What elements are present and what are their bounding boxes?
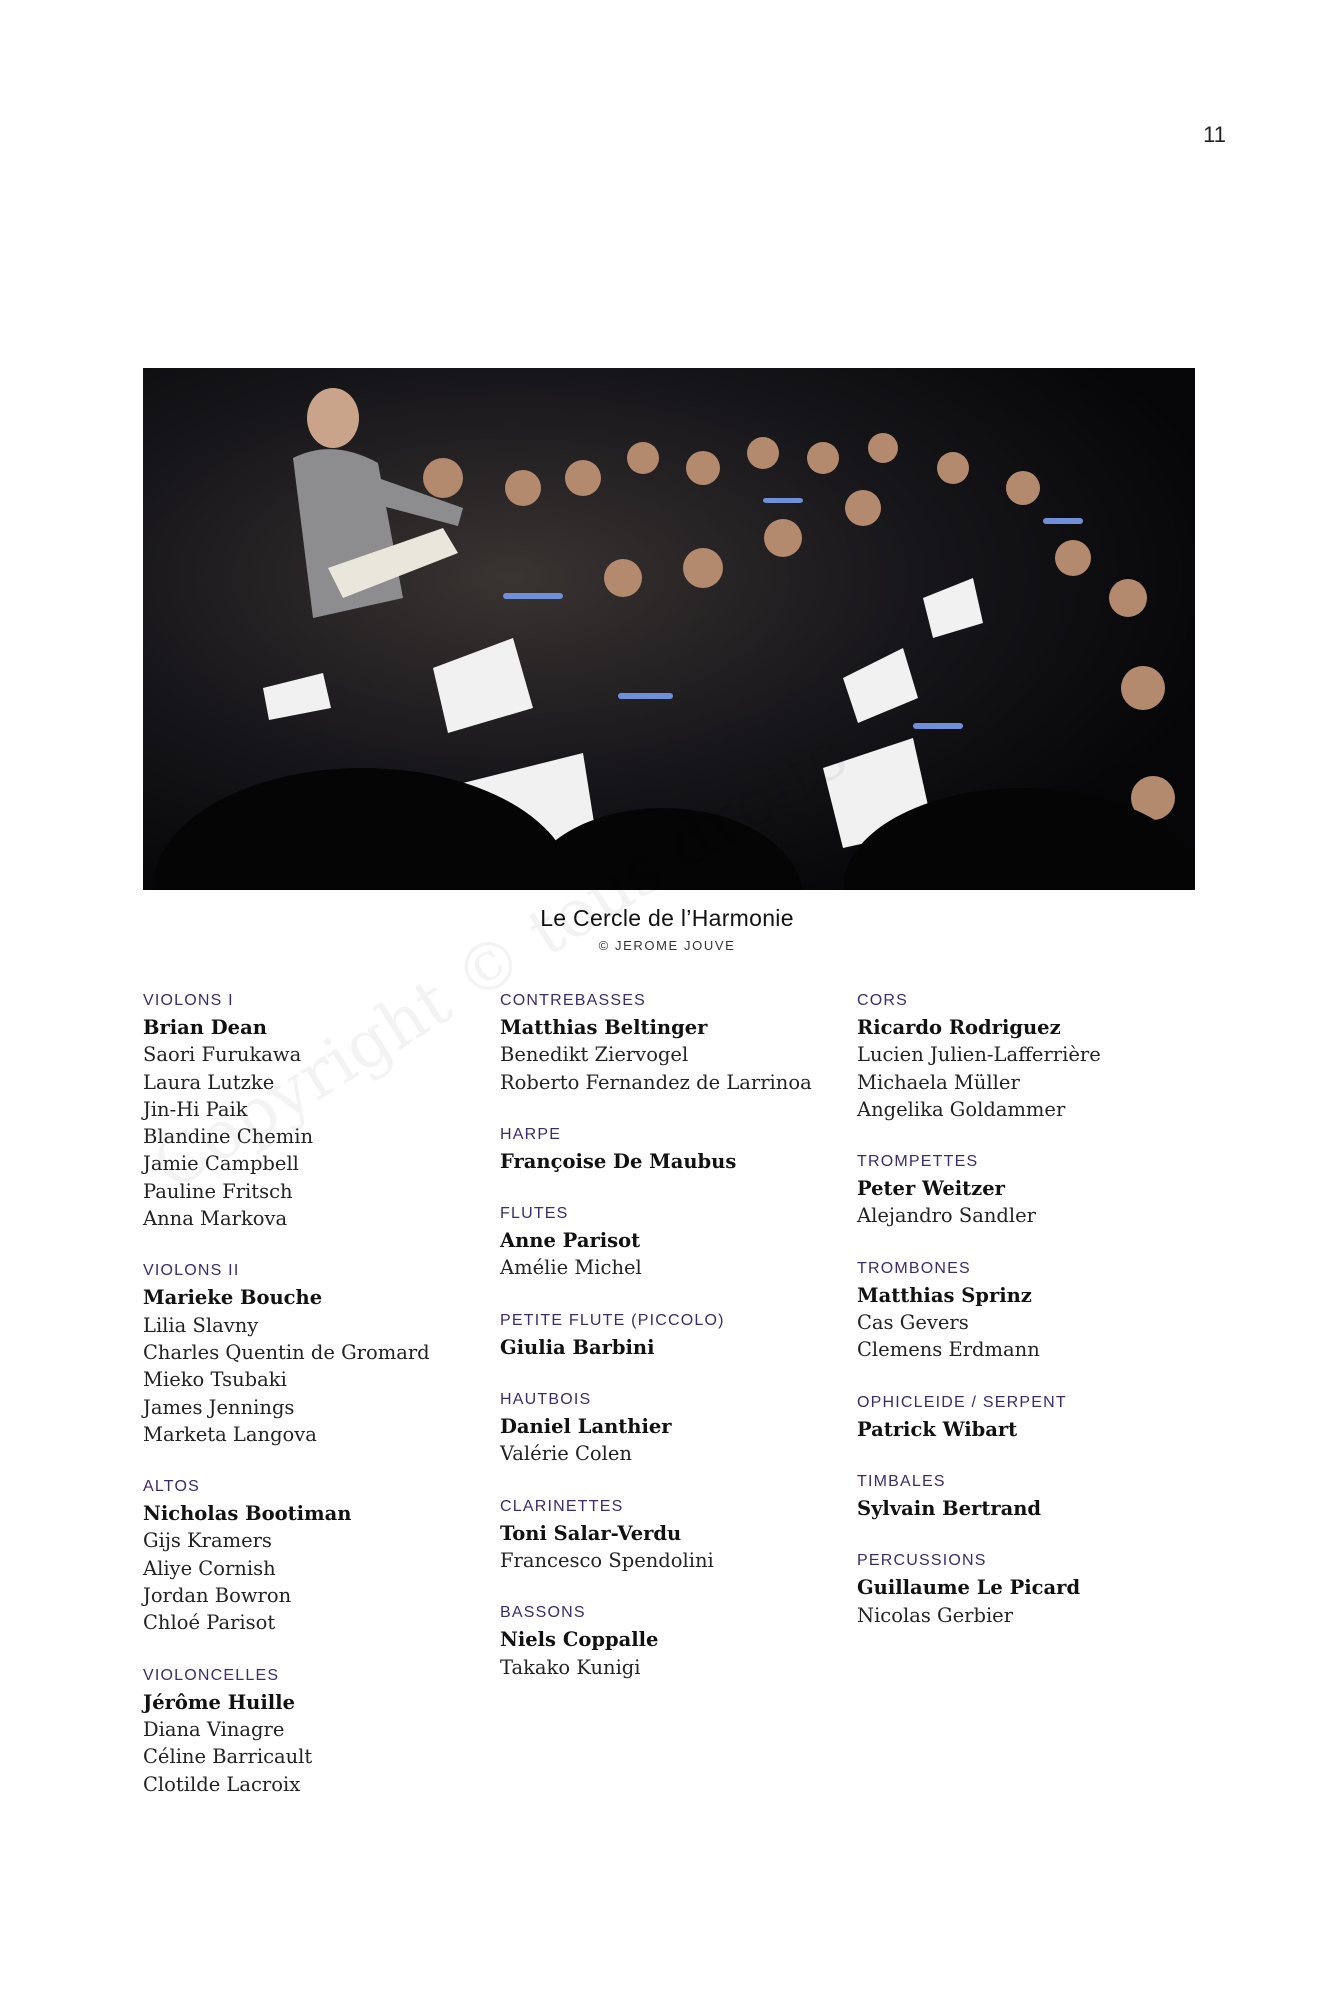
section-leader-name: Françoise De Maubus [500, 1149, 737, 1173]
section-leader-name: Jérôme Huille [143, 1690, 295, 1714]
section-title: VIOLONCELLES [143, 1666, 280, 1684]
section-title: PETITE FLUTE (PICCOLO) [500, 1311, 725, 1329]
section-leader-name: Daniel Lanthier [500, 1415, 672, 1439]
instrument-section [500, 1496, 830, 1575]
instrument-section [143, 1665, 473, 1798]
instrument-section [857, 1471, 1187, 1522]
musician-name: Céline Barricault [143, 1745, 313, 1769]
musician-name: Charles Quentin de Gromard [143, 1340, 430, 1364]
musician-name: Jordan Bowron [143, 1584, 292, 1608]
musician-name: Francesco Spendolini [500, 1548, 714, 1572]
musician-name: Lilia Slavny [143, 1313, 259, 1337]
instrument-section [500, 990, 830, 1096]
instrument-section [500, 1124, 830, 1175]
section-leader-name: Guillaume Le Picard [857, 1576, 1081, 1600]
musician-name: Roberto Fernandez de Larrinoa [500, 1070, 812, 1094]
section-title: VIOLONS I [143, 992, 234, 1009]
musician-name: Jin-Hi Paik [143, 1097, 248, 1121]
section-leader-name: Giulia Barbini [500, 1335, 655, 1359]
section-title: PERCUSSIONS [857, 1552, 987, 1570]
section-title: OPHICLEIDE / SERPENT [857, 1393, 1067, 1411]
section-leader-name: Nicholas Bootiman [143, 1502, 352, 1526]
musician-name: Diana Vinagre [143, 1717, 285, 1741]
section-leader-name: Toni Salar-Verdu [500, 1521, 682, 1545]
musician-name: Mieko Tsubaki [143, 1368, 287, 1392]
instrument-section [857, 1151, 1187, 1230]
musician-name: Takako Kunigi [500, 1655, 641, 1679]
musician-name: Nicolas Gerbier [857, 1603, 1014, 1627]
section-title: ALTOS [143, 1478, 200, 1496]
instrument-section [500, 1310, 830, 1361]
section-title: HARPE [500, 1125, 562, 1143]
musician-name: Clotilde Lacroix [143, 1772, 301, 1796]
musician-name: James Jennings [143, 1395, 295, 1419]
instrument-section [500, 1602, 830, 1681]
musician-name: Marketa Langova [143, 1422, 317, 1446]
instrument-section [500, 1389, 830, 1468]
orchestra-photo-illustration [143, 368, 1195, 890]
musician-name: Cas Gevers [857, 1311, 969, 1335]
section-title: TROMPETTES [857, 1153, 979, 1171]
instrument-section [857, 1392, 1187, 1443]
musician-name: Blandine Chemin [143, 1125, 314, 1149]
musician-name: Jamie Campbell [143, 1152, 299, 1176]
section-title: CLARINETTES [500, 1497, 624, 1515]
section-title: HAUTBOIS [500, 1391, 592, 1409]
musician-name: Chloé Parisot [143, 1611, 276, 1635]
instrument-section [857, 1258, 1187, 1364]
page-number: 11 [1203, 122, 1226, 147]
musician-name: Laura Lutzke [143, 1070, 275, 1094]
section-leader-name: Marieke Bouche [143, 1286, 323, 1310]
musician-name: Angelika Goldammer [857, 1097, 1066, 1121]
section-title: CONTREBASSES [500, 992, 646, 1009]
musician-name: Benedikt Ziervogel [500, 1043, 689, 1067]
instrument-section [143, 1260, 473, 1448]
section-title: CORS [857, 992, 909, 1009]
section-leader-name: Ricardo Rodriguez [857, 1016, 1061, 1039]
section-leader-name: Matthias Beltinger [500, 1016, 708, 1039]
section-leader-name: Peter Weitzer [857, 1177, 1005, 1201]
photo-caption [0, 905, 1334, 953]
section-title: TIMBALES [857, 1472, 946, 1490]
musician-name: Alejandro Sandler [857, 1204, 1036, 1228]
section-title: VIOLONS II [143, 1262, 240, 1280]
section-title: BASSONS [500, 1604, 586, 1622]
section-leader-name: Niels Coppalle [500, 1628, 659, 1652]
section-leader-name: Sylvain Bertrand [857, 1496, 1042, 1520]
roster-column-2 [500, 990, 830, 1709]
instrument-section [143, 990, 473, 1232]
orchestra-photo [143, 368, 1195, 890]
instrument-section [857, 1550, 1187, 1629]
musician-name: Michaela Müller [857, 1070, 1020, 1094]
musician-name: Saori Furukawa [143, 1043, 302, 1067]
musician-name: Anna Markova [143, 1207, 288, 1231]
musician-name: Clemens Erdmann [857, 1338, 1040, 1362]
musician-name: Gijs Kramers [143, 1529, 272, 1553]
section-leader-name: Matthias Sprinz [857, 1283, 1032, 1307]
section-leader-name: Brian Dean [143, 1016, 267, 1039]
musician-name: Amélie Michel [500, 1256, 642, 1280]
musician-name: Pauline Fritsch [143, 1179, 293, 1203]
instrument-section [857, 990, 1187, 1123]
instrument-section [500, 1203, 830, 1282]
section-title: FLUTES [500, 1205, 569, 1223]
musician-name: Valérie Colen [500, 1442, 632, 1466]
section-title: TROMBONES [857, 1259, 971, 1277]
section-leader-name: Anne Parisot [500, 1229, 641, 1253]
roster-column-1 [143, 990, 473, 1826]
caption-title: Le Cercle de l’Harmonie [540, 905, 794, 931]
section-leader-name: Patrick Wibart [857, 1417, 1018, 1441]
roster-column-3 [857, 990, 1187, 1657]
musician-name: Aliye Cornish [143, 1556, 276, 1580]
musician-name: Lucien Julien-Lafferrière [857, 1043, 1101, 1067]
instrument-section [143, 1476, 473, 1636]
photo-credit: © JEROME JOUVE [598, 938, 736, 953]
